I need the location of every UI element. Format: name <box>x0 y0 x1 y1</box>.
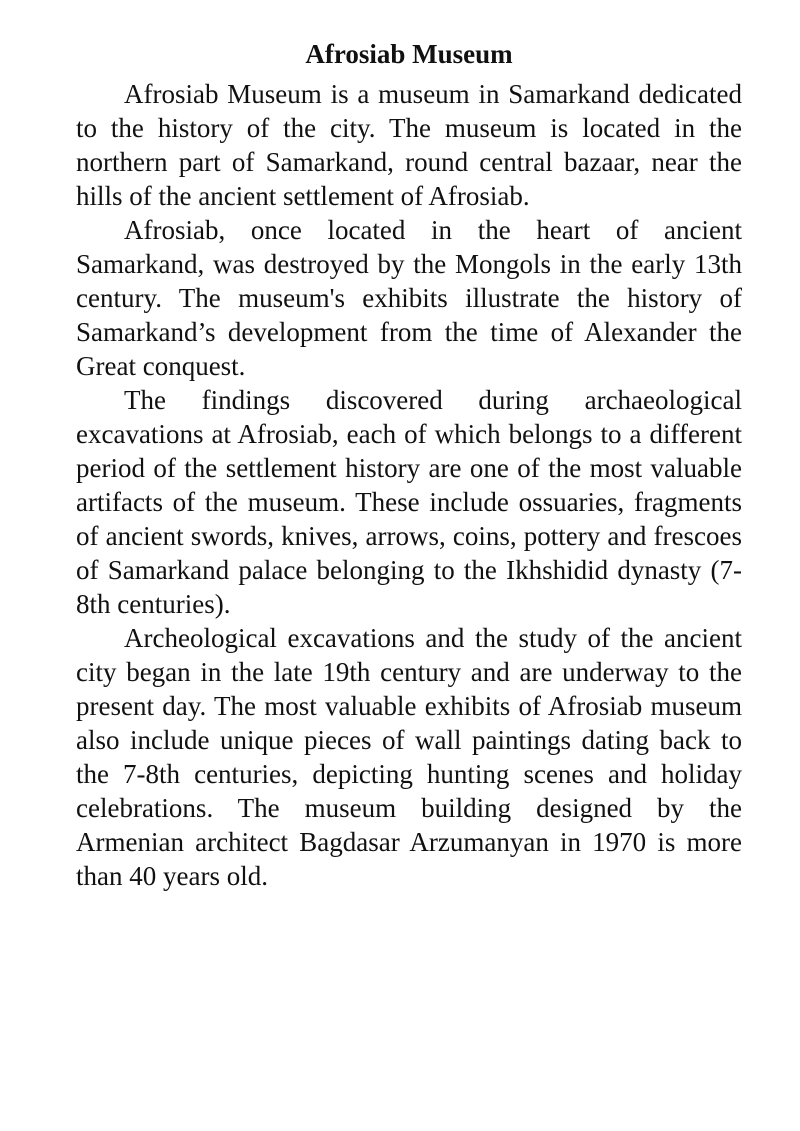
paragraph-excavations: Archeological excavations and the study of the ancient city began in the late 19th century and are underway to the present day. The most valuable exhibits of Afrosiab museum also include unique pieces of wall paintings dating back to the 7-8th centuries, depicting hunting scenes and holiday celebrations. The museum building designed by the Armenian architect Bagdasar Arzumanyan in 1970 is more than 40 years old. <box>76 623 742 891</box>
paragraph-history: Afrosiab, once located in the heart of ancient Samarkand, was destroyed by the Mongols in the early 13th century. The museum's exhibits illustrate the history of Samarkand’s development from the time of Alexander the Great conquest. <box>76 215 742 381</box>
document-page <box>76 34 742 893</box>
document-title: Afrosiab Museum <box>305 39 513 69</box>
paragraph-findings: The findings discovered during archaeological excavations at Afrosiab, each of which belongs to a different period of the settlement history are one of the most valuable artifacts of the museum. These include ossuaries, fragments of ancient swords, knives, arrows, coins, pottery and frescoes of Samarkand palace belonging to the Ikhshidid dynasty (7-8th centuries). <box>76 385 742 619</box>
paragraph-intro: Afrosiab Museum is a museum in Samarkand dedicated to the history of the city. The museum is located in the northern part of Samarkand, round central bazaar, near the hills of the ancient settlement of Afrosiab. <box>76 79 742 211</box>
